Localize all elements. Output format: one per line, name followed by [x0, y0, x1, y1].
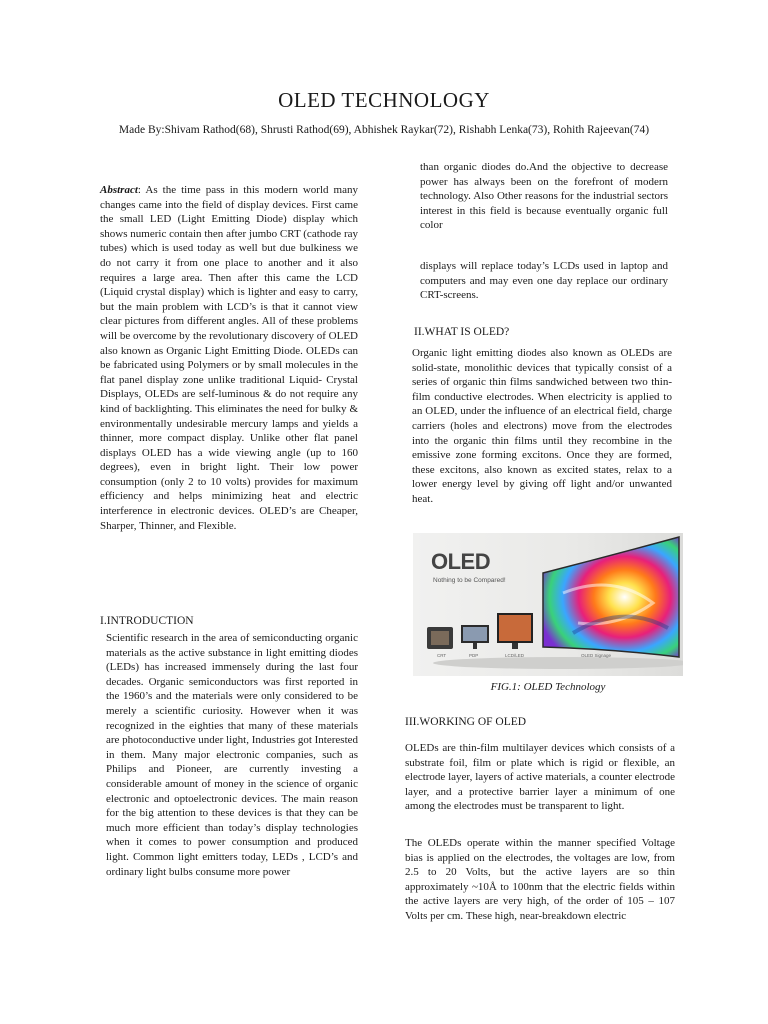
continued-paragraph-1: than organic diodes do.And the objective to decrease power has always been on the forefront of modern technology. Also Other reasons for the industrial sectors interest in this field is because eventually organic full color	[420, 161, 668, 232]
tv-illustration	[413, 533, 683, 676]
author-list: Made By:Shivam Rathod(68), Shrusti Rathod(69), Abhishek Raykar(72), Rishabh Lenka(73), Rohith Rajeevan(74)	[118, 124, 650, 136]
oled-figure-image	[413, 533, 683, 676]
abstract-text: : As the time pass in this modern world many changes came into the field of display devices. First came the small LED (Light Emitting Diode) display which shows numeric contain then after jumbo CRT (cathode ray tubes) which is used today as well but due bulkiness we do not carry it from one place to another and it also requires a large area. Then after this came the LCD (Liquid crystal display) which is lighter and easy to carry, but the main problem with LCD’s is that it cannot view clear pictures from different angles. All of these problems will be overcome by the revolutionary discovery of OLED also known as Organic Light Emitting Diode. OLEDs can be fabricated using Polymers or by small molecules in the flat panel display zone unlike traditional Liquid- Crystal Displays, OLEDs are self-luminous & do not require any kind of backlighting. This eliminates the need for bulky & environmentally undesirable mercury lamps and yields a thinner, more compact display. Unlike other flat panel displays OLED has a wide viewing angle (up to 160 degrees), even in bright light. Their low power consumption (only 2 to 10 volts) provides for maximum efficiency and helps minimizing heat and electric interference in electronic devices. OLED’s are Cheaper, Sharper, Thinner, and Flexible.	[100, 184, 358, 532]
oled-tagline: Nothing to be Compared!	[433, 577, 506, 584]
continued-text-2	[420, 259, 668, 303]
oled-logo: OLED	[431, 549, 491, 574]
intro-block	[106, 631, 358, 879]
intro-text: Scientific research in the area of semiconducting organic materials as the active substance in light emitting diodes (LEDs) has increased immensely during the last four decades. Organic semiconductors was first reported in the 1960’s and the materials were only considered to be merely a scientific curiosity. However when it was recognized in the eighties that many of these materials are photoconductive under light, Industries got Interested in them. Many major electronic companies, such as Philips and Pioneer, are currently investing a considerable amount of money in the science of organic electronic and optoelectronic devices. The main reason for the big attention to these devices is that they can be much more efficient than today’s display technologies when it comes to power consumption and produced light. Common light emitters today, LEDs , LCD’s and ordinary light bulbs consume more power	[106, 632, 359, 878]
intro-heading: I.INTRODUCTION	[100, 615, 194, 627]
what-is-block	[412, 346, 672, 507]
working-block-1	[405, 741, 675, 814]
abstract-label: Abstract	[100, 184, 138, 196]
what-is-heading: II.WHAT IS OLED?	[414, 326, 510, 338]
figure-caption: FIG.1: OLED Technology	[490, 681, 606, 693]
abstract-block	[100, 183, 358, 533]
working-para-1: OLEDs are thin-film multilayer devices which consists of a substrate foil, film or plate which is rigid or flexible, an electrode layer, layers of active materials, a counter electrode layer, and a protective barrier layer a minimum of one among the electrodes must be transparent to light.	[405, 742, 675, 813]
label-lcd-led: LCD/LED	[505, 653, 525, 658]
working-heading: III.WORKING OF OLED	[405, 716, 527, 728]
label-crt: CRT	[437, 653, 447, 658]
label-pdp: PDP	[469, 653, 479, 658]
working-block-2	[405, 836, 675, 924]
paper-title: OLED TECHNOLOGY	[278, 88, 490, 112]
label-oled-signage: OLED Signage	[581, 653, 612, 658]
working-para-2: The OLEDs operate within the manner specified Voltage bias is applied on the electrodes, the voltages are low, from 2.5 to 20 Volts, but the active layers are so thin approximately ~10Å to 100nm that the electric fields within the active layers are very high, of the order of 105 – 107 Volts per cm. These high, near-breakdown electric	[405, 837, 675, 922]
oled-signage-screen	[543, 537, 679, 657]
continued-text-1	[420, 160, 668, 233]
what-is-text: Organic light emitting diodes also known as OLEDs are solid-state, monolithic devices that typically consist of a series of organic thin films sandwiched between two thin-film conductive electrodes. When electricity is applied to an OLED, under the influence of an electrical field, charge carriers (holes and electrons) move from the electrodes into the organic thin films until they recombine in the emissive zone forming excitons. Once they are formed, these excitons, also known as excited states, relax to a lower energy level by giving off light and/or unwanted heat.	[412, 347, 672, 505]
continued-paragraph-2: displays will replace today’s LCDs used in laptop and computers and may even one day replace our ordinary CRT-screens.	[420, 260, 668, 302]
